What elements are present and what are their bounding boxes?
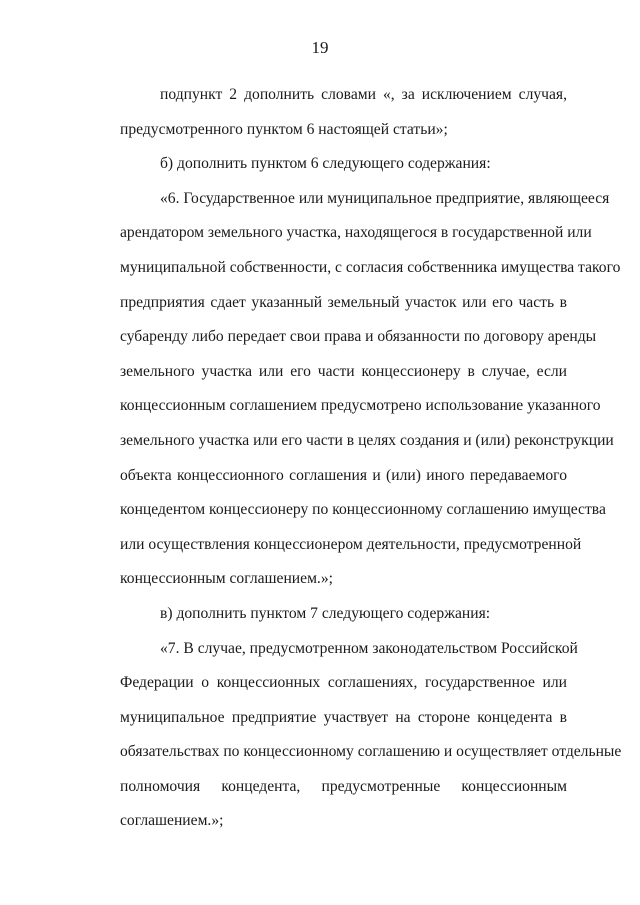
- paragraph-item-b: [80, 147, 567, 182]
- text-line: муниципальное предприятие участвует на стороне концедента в: [120, 708, 567, 726]
- text-line: арендатором земельного участка, находящегося в государственной или: [120, 224, 592, 242]
- text-line: предусмотренного пунктом 6 настоящей статьи»;: [120, 120, 448, 138]
- text-line: концессионным соглашением.»;: [120, 570, 333, 588]
- text-line: обязательствах по концессионному соглашению и осуществляет отдельные: [120, 743, 622, 761]
- paragraph-item-v: [80, 597, 567, 632]
- text-line: Федерации о концессионных соглашениях, государственное или: [120, 674, 567, 692]
- text-line: или осуществления концессионером деятельности, предусмотренной: [120, 535, 582, 553]
- page-number: 19: [311, 38, 329, 57]
- text-line: объекта концессионного соглашения и (или) иного передаваемого: [120, 466, 567, 484]
- paragraph-subparagraph-2: [80, 78, 567, 147]
- text-line: в) дополнить пунктом 7 следующего содержания:: [160, 604, 491, 622]
- document-body: [80, 78, 622, 839]
- text-line: муниципальной собственности, с согласия собственника имущества такого: [120, 258, 621, 276]
- text-line: «7. В случае, предусмотренном законодательством Российской: [160, 639, 578, 657]
- text-line: полномочия концедента, предусмотренные концессионным: [120, 777, 567, 795]
- text-line: подпункт 2 дополнить словами «, за исключением случая,: [160, 86, 567, 103]
- paragraph-clause-7: [80, 632, 622, 840]
- text-line: земельного участка или его части в целях создания и (или) реконструкции: [120, 431, 614, 449]
- text-line: «6. Государственное или муниципальное предприятие, являющееся: [160, 189, 610, 207]
- text-line: б) дополнить пунктом 6 следующего содержания:: [160, 155, 491, 173]
- text-line: субаренду либо передает свои права и обязанности по договору аренды: [120, 328, 597, 346]
- paragraph-clause-6: [80, 182, 621, 597]
- text-line: земельного участка или его части концессионеру в случае, если: [120, 362, 567, 380]
- text-line: предприятия сдает указанный земельный участок или его часть в: [120, 293, 567, 311]
- text-line: концедентом концессионеру по концессионному соглашению имущества: [120, 501, 606, 519]
- text-line: соглашением.»;: [120, 812, 224, 830]
- text-line: концессионным соглашением предусмотрено использование указанного: [120, 397, 601, 415]
